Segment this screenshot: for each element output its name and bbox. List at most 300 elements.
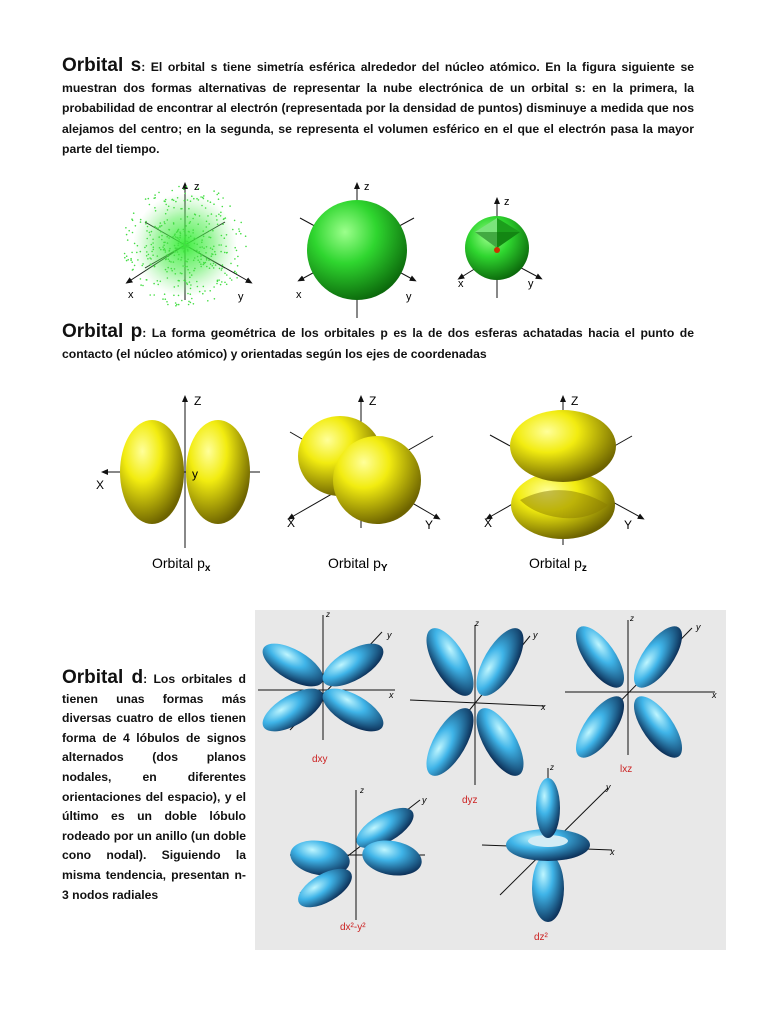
density-dot [148, 254, 150, 256]
density-dot [132, 232, 134, 234]
density-dot [166, 301, 168, 303]
density-dot [157, 280, 159, 282]
density-dot [175, 248, 177, 250]
density-dot [215, 264, 217, 266]
density-dot [177, 197, 179, 199]
orbital-p-body: : La forma geométrica de los orbitales p es la de dos esferas achatadas hacia el punto de contacto (el núcleo atómico) y orientadas según los ejes de coordenadas [62, 326, 694, 361]
density-dot [216, 219, 218, 221]
density-dot [187, 293, 189, 295]
density-dot [197, 251, 199, 253]
density-dot [153, 249, 155, 251]
density-dot [183, 250, 185, 252]
density-dot [207, 200, 209, 202]
density-dot [202, 230, 204, 232]
density-dot [144, 247, 146, 249]
p-orbital-x [96, 394, 260, 574]
density-dot [165, 213, 167, 215]
density-dot [161, 225, 163, 227]
density-dot [218, 192, 220, 194]
density-dot [168, 237, 170, 239]
s-orbital-sphere [296, 181, 414, 318]
py-caption-sub: Y [380, 563, 388, 574]
density-dot [149, 294, 151, 296]
pz-caption-main: Orbital p [529, 555, 582, 571]
density-dot [174, 250, 176, 252]
density-dot [201, 205, 203, 207]
density-dot [154, 194, 156, 196]
density-dot [160, 249, 162, 251]
density-dot [190, 302, 192, 304]
density-dot [187, 244, 189, 246]
density-dot [222, 264, 224, 266]
density-dot [174, 255, 176, 257]
density-dot [168, 258, 170, 260]
density-dot [154, 265, 156, 267]
density-dot [195, 238, 197, 240]
density-dot [190, 200, 192, 202]
density-dot [203, 195, 205, 197]
density-dot [146, 230, 148, 232]
density-dot [157, 284, 159, 286]
density-dot [224, 252, 226, 254]
density-dot [163, 249, 165, 251]
density-dot [216, 283, 218, 285]
py-y-label: Y [425, 518, 434, 532]
density-dot [153, 246, 155, 248]
density-dot [178, 239, 180, 241]
density-dot [171, 199, 173, 201]
density-dot [240, 222, 242, 224]
density-dot [203, 236, 205, 238]
density-dot [186, 186, 188, 188]
density-dot [167, 219, 169, 221]
density-dot [208, 236, 210, 238]
density-dot [142, 285, 144, 287]
density-dot [187, 216, 189, 218]
density-dot [128, 230, 130, 232]
density-dot [180, 233, 182, 235]
density-dot [197, 259, 199, 261]
px-y-label: y [192, 467, 198, 481]
density-dot [131, 252, 133, 254]
density-dot [208, 259, 210, 261]
density-dot [230, 263, 232, 265]
density-dot [178, 254, 180, 256]
orbital-p-heading: Orbital p [62, 321, 143, 342]
density-dot [218, 214, 220, 216]
s-orbital-cutaway [458, 196, 540, 298]
density-dot [180, 235, 182, 237]
density-dot [157, 227, 159, 229]
density-dot [153, 283, 155, 285]
density-dot [160, 222, 162, 224]
density-dot [203, 286, 205, 288]
density-dot [164, 242, 166, 244]
density-dot [168, 229, 170, 231]
density-dot [221, 235, 223, 237]
density-dot [184, 259, 186, 261]
density-dot [167, 209, 169, 211]
density-dot [153, 197, 155, 199]
dxy-x-label: x [389, 690, 394, 700]
density-dot [169, 248, 171, 250]
density-dot [194, 243, 196, 245]
density-dot [179, 237, 181, 239]
density-dot [217, 280, 219, 282]
density-dot [216, 215, 218, 217]
density-dot [209, 290, 211, 292]
density-dot [177, 248, 179, 250]
dz2-label: dz² [534, 932, 548, 943]
density-dot [163, 244, 165, 246]
density-dot [210, 237, 212, 239]
p-orbital-y [287, 394, 438, 574]
density-dot [157, 255, 159, 257]
density-dot [225, 217, 227, 219]
density-dot [224, 282, 226, 284]
density-dot [165, 204, 167, 206]
density-dot [209, 230, 211, 232]
density-dot [218, 198, 220, 200]
density-dot [188, 304, 190, 306]
dx2y2-label: dx²-y² [340, 922, 366, 933]
density-dot [178, 229, 180, 231]
density-dot [194, 257, 196, 259]
density-dot [164, 293, 166, 295]
density-dot [174, 245, 176, 247]
density-dot [234, 258, 236, 260]
dxy-z-label: z [326, 610, 330, 619]
orbital-d-heading: Orbital d [62, 667, 144, 688]
density-dot [140, 284, 142, 286]
density-dot [232, 229, 234, 231]
density-dot [188, 301, 190, 303]
density-dot [185, 266, 187, 268]
density-dot [187, 283, 189, 285]
density-dot [193, 260, 195, 262]
s-sphere-z-label: z [364, 181, 370, 193]
density-dot [165, 269, 167, 271]
density-dot [200, 266, 202, 268]
density-dot [203, 247, 205, 249]
density-dot [239, 231, 241, 233]
density-dot [186, 266, 188, 268]
d-orbital-dxy [256, 610, 395, 765]
dxz-y-label: y [696, 622, 701, 632]
density-dot [167, 267, 169, 269]
density-dot [154, 207, 156, 209]
density-dot [167, 254, 169, 256]
pz-y-label: Y [624, 518, 633, 532]
density-dot [166, 271, 168, 273]
density-dot [194, 268, 196, 270]
density-dot [201, 242, 203, 244]
density-dot [196, 198, 198, 200]
density-dot [175, 236, 177, 238]
d-orbital-dxz [565, 614, 717, 775]
s-cloud-z-label: z [194, 181, 200, 193]
density-dot [229, 278, 231, 280]
density-dot [173, 261, 175, 263]
density-dot [140, 251, 142, 253]
density-dot [184, 244, 186, 246]
density-dot [145, 198, 147, 200]
density-dot [174, 268, 176, 270]
density-dot [217, 224, 219, 226]
density-dot [213, 263, 215, 265]
density-dot [199, 247, 201, 249]
density-dot [235, 233, 237, 235]
density-dot [185, 236, 187, 238]
density-dot [236, 272, 238, 274]
orbital-d-body: : Los orbitales d tienen unas formas más diversas cuatro de ellos tienen forma de 4 lóbulos de signos alternados (dos planos nodales, en diferentes orientaciones del espacio), y el último es un doble lóbulo rodeado por un anillo (un doble cono nodal). Siguiendo la misma tendencia, presentan n-3 nodos radiales [62, 672, 246, 902]
density-dot [159, 226, 161, 228]
orbital-s-heading: Orbital s [62, 55, 142, 76]
density-dot [194, 213, 196, 215]
density-dot [161, 235, 163, 237]
density-dot [180, 259, 182, 261]
dxy-y-label: y [387, 630, 392, 640]
density-dot [210, 201, 212, 203]
density-dot [226, 274, 228, 276]
dx2y2-y-label: y [422, 795, 427, 805]
density-dot [176, 237, 178, 239]
density-dot [149, 232, 151, 234]
density-dot [212, 249, 214, 251]
density-dot [150, 264, 152, 266]
dyz-z-label: z [475, 619, 479, 628]
density-dot [131, 261, 133, 263]
density-dot [191, 298, 193, 300]
py-caption-main: Orbital p [328, 555, 381, 571]
density-dot [191, 274, 193, 276]
density-dot [205, 252, 207, 254]
density-dot [180, 218, 182, 220]
density-dot [166, 258, 168, 260]
density-dot [125, 227, 127, 229]
density-dot [136, 252, 138, 254]
density-dot [218, 279, 220, 281]
s-cut-x-label: x [458, 278, 464, 290]
py-z-label: Z [369, 394, 377, 408]
density-dot [193, 198, 195, 200]
density-dot [158, 236, 160, 238]
s-sphere-y-label: y [406, 291, 412, 303]
dyz-y-label: y [533, 630, 538, 640]
density-dot [197, 223, 199, 225]
density-dot [168, 255, 170, 257]
dz2-x-label: x [610, 847, 615, 857]
density-dot [213, 246, 215, 248]
density-dot [184, 242, 186, 244]
density-dot [212, 265, 214, 267]
dxz-x-label: x [712, 690, 717, 700]
density-dot [234, 220, 236, 222]
density-dot [135, 225, 137, 227]
density-dot [172, 236, 174, 238]
density-dot [215, 254, 217, 256]
density-dot [145, 223, 147, 225]
density-dot [222, 223, 224, 225]
density-dot [190, 284, 192, 286]
density-dot [201, 246, 203, 248]
density-dot [152, 239, 154, 241]
density-dot [181, 247, 183, 249]
density-dot [220, 251, 222, 253]
density-dot [174, 234, 176, 236]
density-dot [224, 237, 226, 239]
density-dot [134, 243, 136, 245]
density-dot [206, 246, 208, 248]
density-dot [205, 207, 207, 209]
density-dot [147, 226, 149, 228]
pz-caption-sub: z [581, 563, 587, 574]
density-dot [180, 272, 182, 274]
density-dot [193, 303, 195, 305]
dxz-z-label: z [630, 614, 634, 623]
density-dot [140, 219, 142, 221]
density-dot [198, 199, 200, 201]
density-dot [214, 298, 216, 300]
density-dot [238, 228, 240, 230]
density-dot [202, 293, 204, 295]
density-dot [166, 236, 168, 238]
pz-z-label: Z [571, 394, 579, 408]
density-dot [236, 277, 238, 279]
s-cut-z-label: z [504, 196, 510, 208]
density-dot [219, 268, 221, 270]
density-dot [124, 253, 126, 255]
orbital-s-body: : El orbital s tiene simetría esférica alrededor del núcleo atómico. En la figura siguiente se muestran dos formas alternativas de representar la nube electrónica de un orbital s: en la primera, la probabilidad de encontrar al electrón (representada por la densidad de puntos) disminuye a medida que nos alejamos del centro; en la segunda, se representa el volumen esférico en el que el electrón pasa la mayor parte del tiempo. [62, 60, 695, 157]
density-dot [131, 218, 133, 220]
d-orbital-dyz [410, 619, 546, 806]
density-dot [204, 290, 206, 292]
density-dot [211, 213, 213, 215]
density-dot [184, 200, 186, 202]
density-dot [177, 251, 179, 253]
density-dot [167, 277, 169, 279]
density-dot [226, 234, 228, 236]
density-dot [206, 258, 208, 260]
density-dot [210, 247, 212, 249]
density-dot [146, 251, 148, 253]
density-dot [173, 200, 175, 202]
dxz-label: lxz [620, 764, 633, 775]
density-dot [177, 285, 179, 287]
s-cloud-x-label: x [128, 289, 134, 301]
density-dot [197, 286, 199, 288]
density-dot [190, 221, 192, 223]
density-dot [234, 247, 236, 249]
density-dot [178, 186, 180, 188]
density-dot [185, 241, 187, 243]
py-x-label: X [287, 516, 296, 530]
density-dot [178, 280, 180, 282]
density-dot [237, 256, 239, 258]
density-dot [190, 293, 192, 295]
density-dot [183, 188, 185, 190]
density-dot [210, 263, 212, 265]
density-dot [142, 263, 144, 265]
density-dot [190, 288, 192, 290]
density-dot [187, 241, 189, 243]
density-dot [164, 221, 166, 223]
density-dot [164, 223, 166, 225]
density-dot [205, 262, 207, 264]
density-dot [240, 233, 242, 235]
density-dot [201, 239, 203, 241]
density-dot [193, 270, 195, 272]
density-dot [181, 300, 183, 302]
density-dot [199, 215, 201, 217]
density-dot [187, 269, 189, 271]
density-dot [146, 245, 148, 247]
density-dot [197, 256, 199, 258]
density-dot [226, 252, 228, 254]
density-dot [137, 259, 139, 261]
density-dot [206, 221, 208, 223]
density-dot [187, 199, 189, 201]
density-dot [207, 215, 209, 217]
density-dot [141, 265, 143, 267]
density-dot [192, 232, 194, 234]
density-dot [184, 231, 186, 233]
density-dot [155, 210, 157, 212]
density-dot [178, 295, 180, 297]
density-dot [152, 242, 154, 244]
density-dot [151, 244, 153, 246]
density-dot [194, 238, 196, 240]
density-dot [188, 231, 190, 233]
density-dot [175, 305, 177, 307]
density-dot [199, 291, 201, 293]
density-dot [130, 259, 132, 261]
density-dot [186, 246, 188, 248]
density-dot [189, 277, 191, 279]
density-dot [189, 281, 191, 283]
dx2y2-z-label: z [360, 786, 364, 795]
density-dot [190, 235, 192, 237]
s-orbital-cloud [124, 181, 250, 307]
density-dot [160, 231, 162, 233]
density-dot [186, 261, 188, 263]
density-dot [196, 281, 198, 283]
density-dot [165, 251, 167, 253]
density-dot [174, 286, 176, 288]
density-dot [220, 284, 222, 286]
density-dot [192, 229, 194, 231]
pz-x-label: X [484, 516, 493, 530]
density-dot [212, 230, 214, 232]
density-dot [203, 264, 205, 266]
px-caption-main: Orbital p [152, 555, 205, 571]
density-dot [127, 259, 129, 261]
density-dot [185, 225, 187, 227]
density-dot [211, 253, 213, 255]
density-dot [211, 255, 213, 257]
density-dot [218, 244, 220, 246]
density-dot [182, 247, 184, 249]
density-dot [181, 273, 183, 275]
density-dot [213, 267, 215, 269]
density-dot [134, 265, 136, 267]
density-dot [159, 247, 161, 249]
density-dot [126, 260, 128, 262]
density-dot [127, 239, 129, 241]
density-dot [173, 295, 175, 297]
s-cut-y-label: y [528, 278, 534, 290]
density-dot [224, 273, 226, 275]
